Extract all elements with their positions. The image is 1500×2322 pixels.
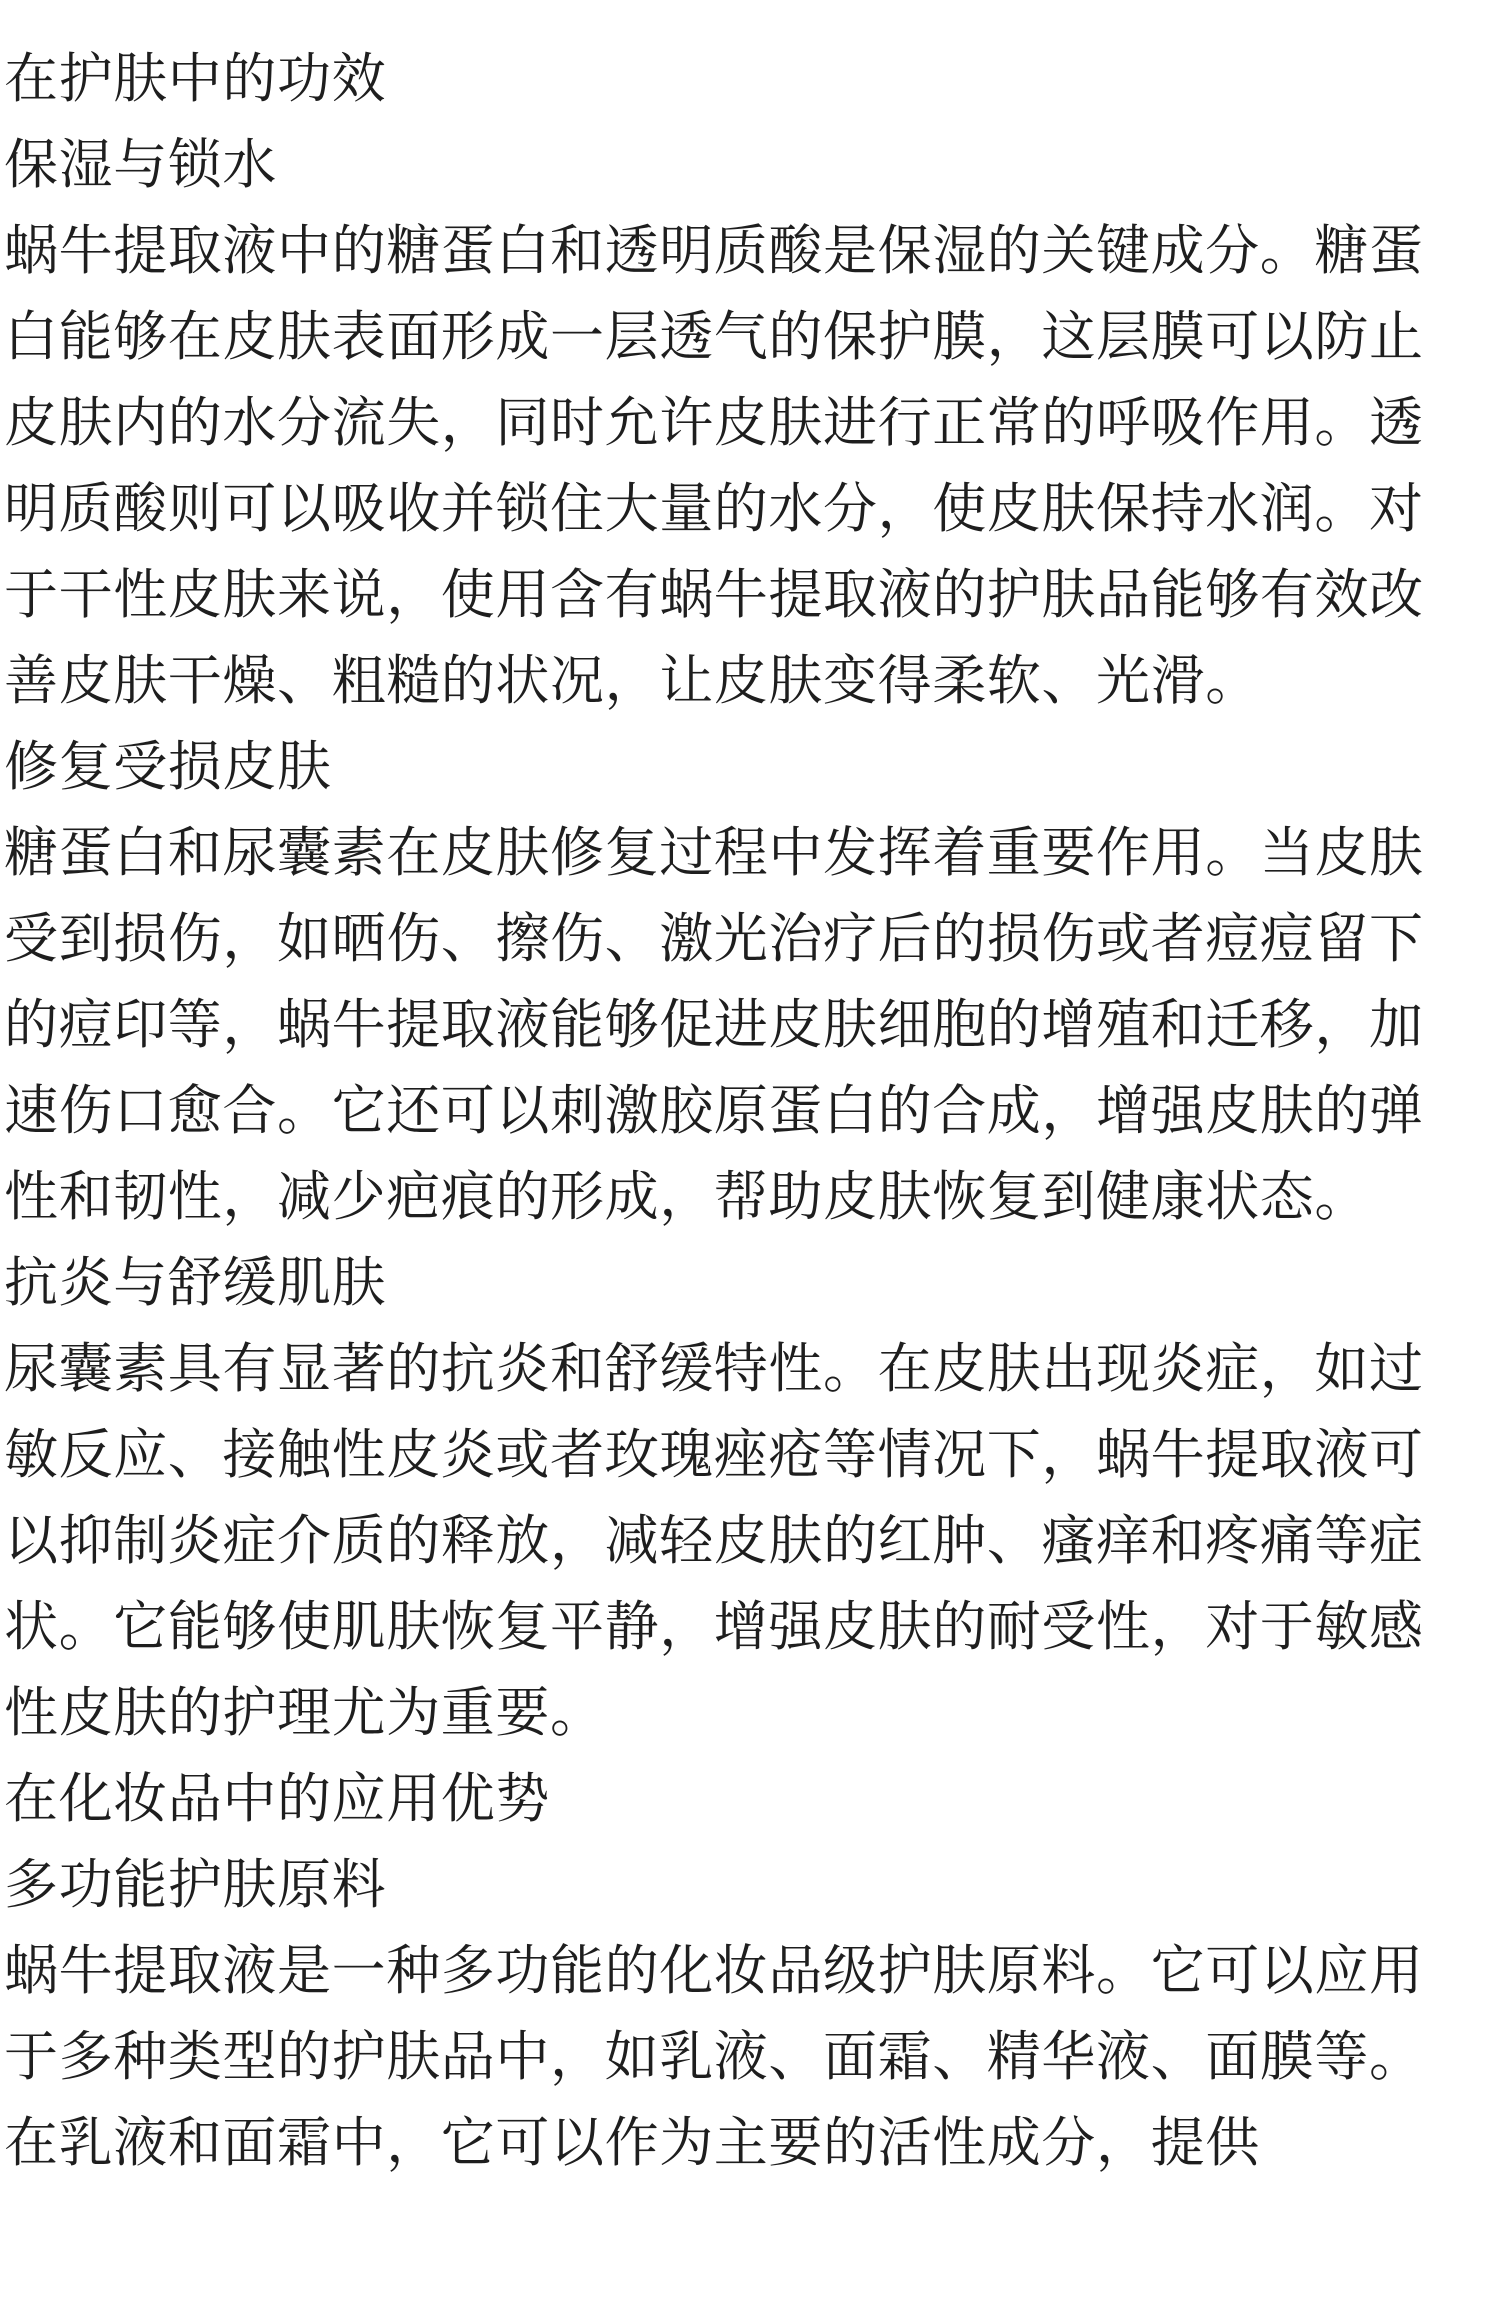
paragraph-repair: 糖蛋白和尿囊素在皮肤修复过程中发挥着重要作用。当皮肤受到损伤，如晒伤、擦伤、激光治疗后的损伤或者痘痘留下的痘印等，蜗牛提取液能够促进皮肤细胞的增殖和迁移，加速伤口愈合。它还可以刺激胶原蛋白的合成，增强皮肤的弹性和韧性，减少疤痕的形成，帮助皮肤恢复到健康状态。: [4, 821, 1424, 1228]
subheading-soothing: 抗炎与舒缓肌肤: [4, 1251, 387, 1314]
paragraph-multifunction: 蜗牛提取液是一种多功能的化妆品级护肤原料。它可以应用于多种类型的护肤品中，如乳液、面霜、精华液、面膜等。在乳液和面霜中，它可以作为主要的活性成分，提供: [4, 1939, 1424, 2174]
paragraph-moisturizing: 蜗牛提取液中的糖蛋白和透明质酸是保湿的关键成分。糖蛋白能够在皮肤表面形成一层透气的保护膜，这层膜可以防止皮肤内的水分流失，同时允许皮肤进行正常的呼吸作用。透明质酸则可以吸收并锁住大量的水分，使皮肤保持水润。对于干性皮肤来说，使用含有蜗牛提取液的护肤品能够有效改善皮肤干燥、粗糙的状况，让皮肤变得柔软、光滑。: [4, 219, 1424, 712]
subheading-moisturizing: 保湿与锁水: [4, 133, 277, 196]
subheading-repair: 修复受损皮肤: [4, 735, 332, 798]
section-heading-efficacy: 在护肤中的功效: [4, 47, 387, 110]
subheading-multifunction: 多功能护肤原料: [4, 1853, 387, 1916]
paragraph-soothing: 尿囊素具有显著的抗炎和舒缓特性。在皮肤出现炎症，如过敏反应、接触性皮炎或者玫瑰痤疮等情况下，蜗牛提取液可以抑制炎症介质的释放，减轻皮肤的红肿、瘙痒和疼痛等症状。它能够使肌肤恢复平静，增强皮肤的耐受性，对于敏感性皮肤的护理尤为重要。: [4, 1337, 1424, 1744]
section-heading-cosmetics: 在化妆品中的应用优势: [4, 1767, 550, 1830]
